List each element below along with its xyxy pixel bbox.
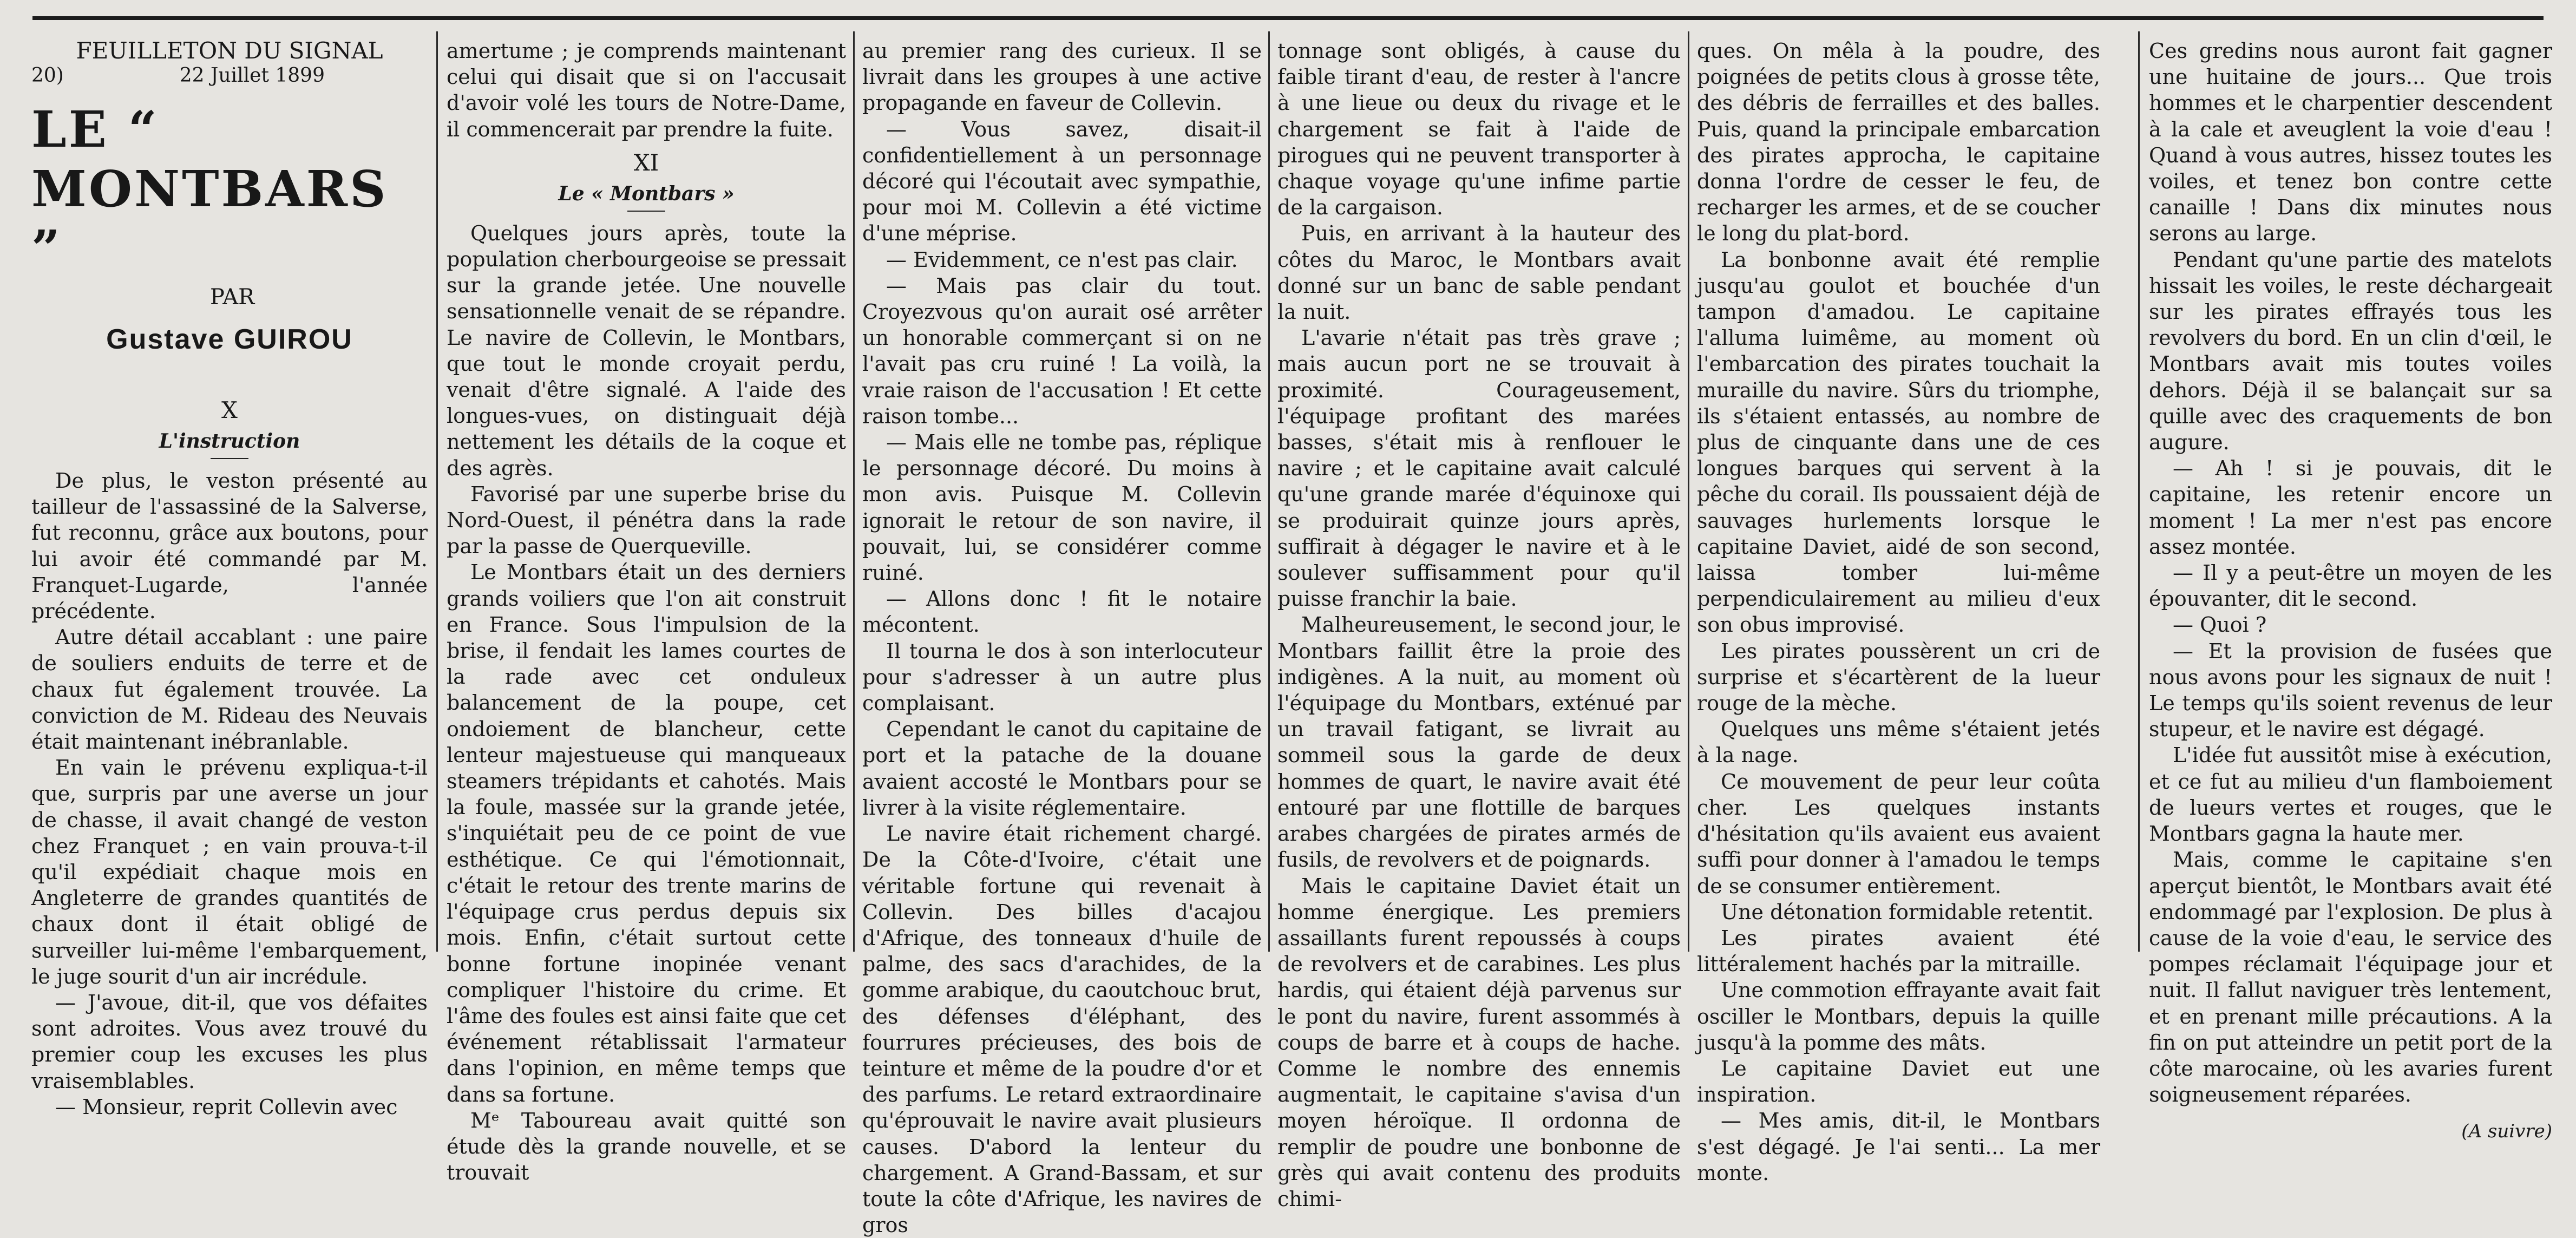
column-rule [436, 31, 438, 952]
chapter-number: XI [633, 149, 659, 176]
chapter-rule [211, 458, 248, 459]
column-1 [31, 37, 428, 1119]
paragraph: — J'avoue, dit-il, que vos défaites sont adroites. Vous avez trouvé du premier coup les excuses les plus vraisemblables. [31, 991, 428, 1093]
paragraph: — Ah ! si je pouvais, dit le capitaine, les retenir encore un moment ! La mer n'est pas encore assez montée. [2149, 456, 2552, 559]
chapter-title: L'instruction [159, 430, 300, 453]
column-rule [1268, 31, 1270, 952]
paragraph: — Allons donc ! fit le notaire mécontent. [862, 587, 1262, 637]
column-3 [862, 38, 1262, 1237]
paragraph: Malheureusement, le second jour, le Montbars faillit être la proie des indigènes. A la nuit, au moment où l'équipage du Montbars, exténué par un travail fatigant, se livrait au sommeil sous la garde de deux hommes de quart, le navire avait été entouré par une flottille de barques arabes chargées de pirates armés de fusils, de revolvers et de poignards. [1277, 613, 1681, 872]
column-4 [1277, 38, 1681, 1211]
paragraph: Quelques jours après, toute la population cherbourgeoise se pressait sur la grande jetée. Une nouvelle sensationnelle venait de se répandre. Le navire de Collevin, le Montbars, que tout le monde croyait perdu, venait d'être signalé. A l'aide des longues-vues, on distinguait déjà nettement les détails de la coque et des agrès. [447, 221, 846, 480]
paragraph: Autre détail accablant : une paire de souliers enduits de terre et de chaux fut également trouvée. La conviction de M. Rideau des Neuvais était maintenant inébranlable. [31, 625, 428, 754]
column-rule [853, 31, 855, 952]
paragraph: Mais, comme le capitaine s'en aperçut bientôt, le Montbars avait été endommagé par l'explosion. De plus à cause de la voie d'eau, le service des pompes réclamait l'équipage jour et nuit. Il fallut naviguer très lentement, et en prenant mille précautions. A la fin on put atteindre un petit port de la côte marocaine, où les avaries furent soigneusement réparées. [2149, 848, 2552, 1107]
paragraph: — Vous savez, disait-il confidentiellement à un personnage décoré qui l'écoutait avec sympathie, pour moi M. Collevin a été victime d'une méprise. [862, 117, 1262, 246]
paragraph: Mᵉ Taboureau avait quitté son étude dès la grande nouvelle, et se trouvait [447, 1108, 846, 1185]
paragraph: — Il y a peut-être un moyen de les épouvanter, dit le second. [2149, 561, 2552, 611]
paragraph: amertume ; je comprends maintenant celui qui disait que si on l'accusait d'avoir volé les tours de Notre-Dame, il commencerait par prendre la fuite. [447, 39, 846, 141]
paragraph: — Mais pas clair du tout. Croyezvous qu'on aurait osé arrêter un honorable commerçant si on ne l'avait pas cru ruiné ! La voilà, la vraie raison de l'accusation ! Et cette raison tombe... [862, 273, 1262, 428]
paragraph: Une détonation formidable retentit. [1721, 900, 2094, 924]
paragraph: Favorisé par une superbe brise du Nord-Ouest, il pénétra dans la rade par la passe de Querqueville. [447, 482, 846, 559]
paragraph: L'idée fut aussitôt mise à exécution, et ce fut au milieu d'un flamboiement de lueurs vertes et rouges, que le Montbars gagna la haute mer. [2149, 743, 2552, 846]
chapter-rule [627, 211, 665, 212]
paragraph: Cependant le canot du capitaine de port et la patache de la douane avaient accosté le Montbars pour se livrer à la visite réglementaire. [862, 717, 1262, 820]
paragraph: Pendant qu'une partie des matelots hissait les voiles, le reste déchargeait sur les pirates effrayés tous les revolvers du bord. En un clin d'œil, le Montbars avait mis toutes voiles dehors. Déjà il se balançait sur sa quille avec des craquements de bon augure. [2149, 247, 2552, 455]
issue-date: 22 Juillet 1899 [179, 64, 325, 87]
column-6 [2149, 38, 2552, 1143]
paragraph: Il tourna le dos à son interlocuteur pour s'adresser à un autre plus complaisant. [862, 639, 1262, 716]
paragraph: au premier rang des curieux. Il se livrait dans les groupes à une active propagande en faveur de Collevin. [862, 39, 1262, 115]
chapter-title: Le « Montbars » [558, 182, 735, 205]
paragraph: — Mes amis, dit-il, le Montbars s'est dégagé. Je l'ai senti... La mer monte. [1697, 1109, 2100, 1185]
by-line: PAR [210, 285, 255, 310]
author-name: Gustave GUIROU [106, 324, 353, 355]
to-be-continued-text: ( A suivre ) [2461, 1121, 2552, 1142]
paragraph: Mais le capitaine Daviet était un homme énergique. Les premiers assaillants furent repoussés à coups de revolvers et de carabines. Les plus hardis, qui étaient déjà parvenus sur le pont du navire, furent assommés à coups de barre et à coups de hache. Comme le nombre des ennemis augmentait, le capitaine s'avisa d'un moyen héroïque. Il ordonna de remplir de poudre une bonbonne de grès qui avait contenu des produits chimi- [1277, 874, 1681, 1211]
column-rule [1688, 31, 1689, 952]
paragraph: La bonbonne avait été remplie jusqu'au goulot et bouchée d'un tampon d'amadou. Le capitaine l'alluma luimême, au moment où l'embarcation des pirates touchait la muraille du navire. Sûrs du triomphe, ils s'étaient entassés, au nombre de plus de cinquante dans une de ces longues barques qui servent à la pêche du corail. Ils poussaient déjà de sauvages hurlements lorsque le capitaine Daviet, aidé de son second, laissa tomber lui-même perpendiculairement au milieu d'eux son obus improvisé. [1697, 247, 2100, 637]
paragraph: L'avarie n'était pas très grave ; mais aucun port ne se trouvait à proximité. Courageusement, l'équipage profitant des marées basses, s'était mis à renflouer le navire ; et le capitaine avait calculé qu'une grande marée d'équinoxe qui se produirait quinze jours après, suffirait à dégager le navire et à le soulever suffisamment pour qu'il puisse franchir la baie. [1277, 326, 1681, 611]
paragraph: Le capitaine Daviet eut une inspiration. [1697, 1056, 2100, 1107]
issue-number: 20) [31, 64, 64, 87]
column-rule [2138, 31, 2140, 952]
paragraph: Le navire était richement chargé. De la Côte-d'Ivoire, c'était une véritable fortune qui revenait à Collevin. Des billes d'acajou d'Afrique, des tonneaux d'huile de palme, des sacs d'arachides, de la gomme arabique, du caoutchouc brut, des défenses d'éléphant, des fourrures précieuses, des bois de teinture et même de la poudre d'or et des parfums. Le retard extraordinaire qu'éprouvait le navire avait plusieurs causes. D'abord la lenteur du chargement. A Grand-Bassam, et sur toute la côte d'Afrique, les navires de gros [862, 822, 1262, 1237]
feuilleton-header: FEUILLETON DU SIGNAL [76, 37, 383, 64]
paragraph: De plus, le veston présenté au tailleur de l'assassiné de la Salverse, fut reconnu, grâce aux boutons, pour lui avoir été commandé par M. Franquet-Lugarde, l'année précédente. [31, 469, 428, 624]
paragraph: — Mais elle ne tombe pas, réplique le personnage décoré. Du moins à mon avis. Puisque M. Collevin ignorait le retour de son navire, il pouvait, lui, se considérer comme ruiné. [862, 430, 1262, 585]
paragraph: Les pirates poussèrent un cri de surprise et s'écartèrent de la lueur rouge de la mèche. [1697, 639, 2100, 716]
paragraph: Ce mouvement de peur leur coûta cher. Les quelques instants d'hésitation qu'ils avaient eus avaient suffi pour donner à l'amadou le temps de se consumer entièrement. [1697, 769, 2100, 898]
paragraph: ques. On mêla à la poudre, des poignées de petits clous à grosse tête, des débris de ferrailles et des balles. Puis, quand la principale embarcation des pirates approcha, le capitaine donna l'ordre de cesser le feu, de recharger les armes, et de se coucher le long du plat-bord. [1697, 39, 2100, 246]
paragraph: tonnage sont obligés, à cause du faible tirant d'eau, de rester à l'ancre à une lieue ou deux du rivage et le chargement se fait à l'aide de pirogues qui ne peuvent transporter à chaque voyage qu'une infime partie de la cargaison. [1277, 39, 1681, 220]
paragraph: Ces gredins nous auront fait gagner une huitaine de jours... Que trois hommes et le charpentier descendent à la cale et aveuglent la voie d'eau ! Quand à vous autres, hissez toutes les voiles, et tenez bon contre cette canaille ! Dans dix minutes nous serons au large. [2149, 39, 2552, 246]
paragraph: — Evidemment, ce n'est pas clair. [886, 247, 1238, 272]
paragraph: Les pirates avaient été littéralement hachés par la mitraille. [1697, 926, 2100, 977]
issue-line [31, 64, 428, 88]
chapter-number: X [221, 397, 238, 423]
paragraph: Puis, en arrivant à la hauteur des côtes du Maroc, le Montbars avait donné sur un banc de sable pendant la nuit. [1277, 221, 1681, 324]
top-rule [32, 16, 2544, 20]
serial-title: LE “ MONTBARS ” [31, 100, 388, 278]
paragraph: — Et la provision de fusées que nous avons pour les signaux de nuit ! Le temps qu'ils soient revenus de leur stupeur, et le navire est dégagé. [2149, 639, 2552, 742]
column-2 [447, 38, 846, 1185]
paragraph: Une commotion effrayante avait fait osciller le Montbars, depuis la quille jusqu'à la pomme des mâts. [1697, 978, 2100, 1054]
paragraph: — Quoi ? [2173, 613, 2267, 637]
paragraph: Le Montbars était un des derniers grands voiliers que l'on ait construit en France. Sous l'impulsion de la brise, il fendait les lames courtes de la rade avec cet onduleux balancement de la poupe, cet ondoiement de blancheur, cette lenteur majestueuse qui manqueaux steamers trépidants et cahotés. Mais la foule, massée sur la grande jetée, s'inquiétait peu de ce point de vue esthétique. Ce qui l'émotionnait, c'était le retour des trente marins de l'équipage crus perdus depuis six mois. Enfin, c'était surtout cette bonne fortune inopinée venant compliquer l'histoire du crime. Et l'âme des foules est ainsi faite que cet événement rétablissait l'armateur dans l'opinion, en même temps que dans sa fortune. [447, 560, 846, 1106]
paragraph: — Monsieur, reprit Collevin avec [55, 1095, 398, 1119]
column-5 [1697, 38, 2100, 1185]
to-be-continued [2149, 1118, 2552, 1144]
paragraph: Quelques uns même s'étaient jetés à la nage. [1697, 717, 2100, 768]
paragraph: En vain le prévenu expliqua-t-il que, surpris par une averse un jour de chasse, il avait changé de veston chez Franquet ; en vain prouva-t-il qu'il expédiait chaque mois en Angleterre de grandes quantités de chaux dont il était obligé de surveiller lui-même l'embarquement, le juge sourit d'un air incrédule. [31, 756, 428, 988]
